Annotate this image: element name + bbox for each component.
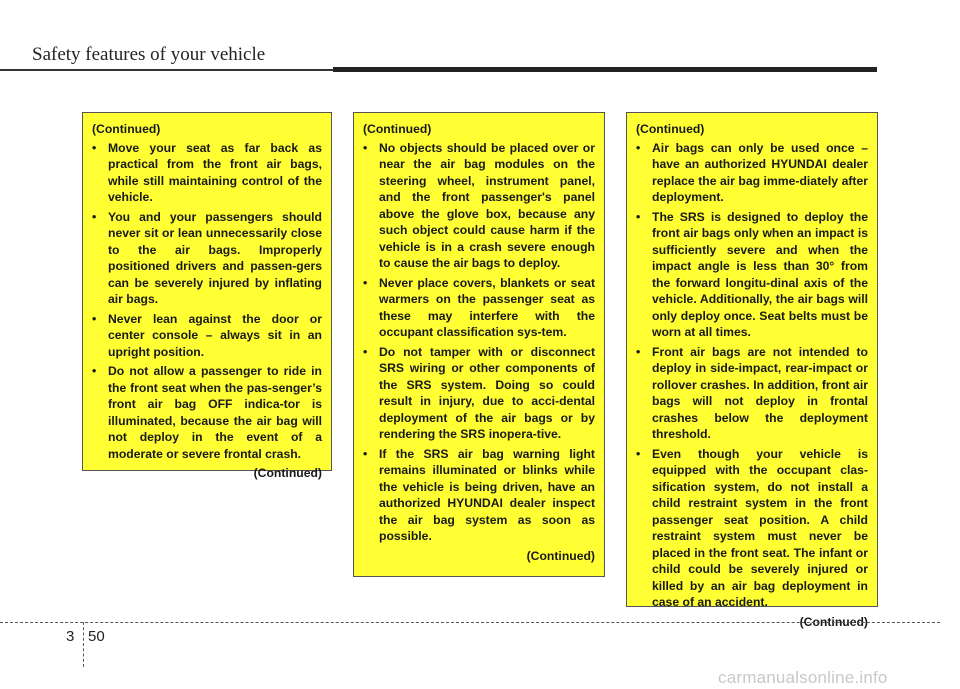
watermark-text: carmanualsonline.info [718,668,888,687]
list-item [92,311,322,361]
list-item [636,446,868,611]
list-item-text: Never place covers, blankets or seat warmers on the passenger seat as these may interfere with the occupant classification sys-tem. [379,275,595,339]
continued-heading: (Continued) [636,122,705,136]
bullet-icon: • [363,446,368,461]
list-item-text: Even though your vehicle is equipped with the occupant clas-sification system, do not install a child restraint system in the front passenger seat position. A child restraint system must never be placed in the front seat. The infant or child could be severely injured or killed by an air bag deployment in case of an accident. [652,446,868,609]
warning-box-1 [82,112,332,480]
header-rule-accent [333,67,877,72]
bullet-icon: • [363,275,368,290]
list-item-text: Air bags can only be used once – have an authorized HYUNDAI dealer replace the air bag imme-diately after deployment. [652,140,868,204]
bullet-icon: • [92,140,97,155]
bullet-icon: • [92,311,97,326]
list-item [363,140,595,272]
list-item [636,140,868,206]
page-number: 50 [88,628,105,645]
bullet-icon: • [636,140,641,155]
list-item [363,344,595,443]
footer-divider [83,622,84,667]
warning-box-3 [626,112,878,629]
list-item [636,209,868,341]
list-item [363,275,595,341]
list-item-text: You and your passengers should never sit or lean unnecessarily close to the air bags. Improperly positioned drivers and passen-gers can be severely injured by inflating air bags. [108,209,322,306]
continued-footer: (Continued) [526,548,595,563]
list-item-text: Never lean against the door or center console – always sit in an upright position. [108,311,322,359]
bullet-icon: • [363,344,368,359]
list-item [92,209,322,308]
list-item-text: No objects should be placed over or near the air bag modules on the steering wheel, instrument panel, and the front passenger's panel above the glove box, because any such object could cause harm if the vehicle is in a crash severe enough to cause the air bags to deploy. [379,140,595,270]
warning-list [92,140,322,463]
list-item-text: Do not allow a passenger to ride in the front seat when the pas-senger’s front air bag OFF indica-tor is illuminated, because the air bag will not deploy in the event of a moderate or severe frontal crash. [108,364,322,461]
list-item-text: The SRS is designed to deploy the front air bags only when an impact is sufficiently severe and when the impact angle is less than 30° from the forward longitu-dinal axis of the vehicle. Additionally, the air bags will only deploy once. Seat belts must be worn at all times. [652,209,868,339]
bullet-icon: • [363,140,368,155]
continued-footer: (Continued) [253,466,322,480]
page-header-title: Safety features of your vehicle [32,44,266,65]
footer-rule [0,622,940,623]
list-item-text: If the SRS air bag warning light remains illuminated or blinks while the vehicle is being driven, have an authorized HYUNDAI dealer inspect the air bag system as soon as possible. [379,446,595,543]
continued-heading: (Continued) [363,122,432,136]
list-item [636,344,868,443]
bullet-icon: • [636,344,641,359]
warning-box-2 [353,112,605,577]
warning-list [363,140,595,545]
bullet-icon: • [636,209,641,224]
list-item [92,140,322,206]
chapter-number: 3 [66,628,75,645]
continued-footer: (Continued) [799,614,868,629]
warning-list [636,140,868,611]
list-item-text: Front air bags are not intended to deploy in side-impact, rear-impact or rollover crashes. In addition, front air bags will not deploy in frontal crashes below the deployment threshold. [652,344,868,441]
bullet-icon: • [92,364,97,378]
list-item-text: Move your seat as far back as practical from the front air bags, while still maintaining control of the vehicle. [108,140,322,204]
continued-heading: (Continued) [92,122,161,136]
list-item-text: Do not tamper with or disconnect SRS wiring or other components of the SRS system. Doing so could result in injury, due to acci-dental deployment of the air bags or by rendering the SRS inopera-tive. [379,344,595,441]
bullet-icon: • [92,209,97,224]
bullet-icon: • [636,446,641,461]
list-item [363,446,595,545]
list-item [92,363,322,462]
